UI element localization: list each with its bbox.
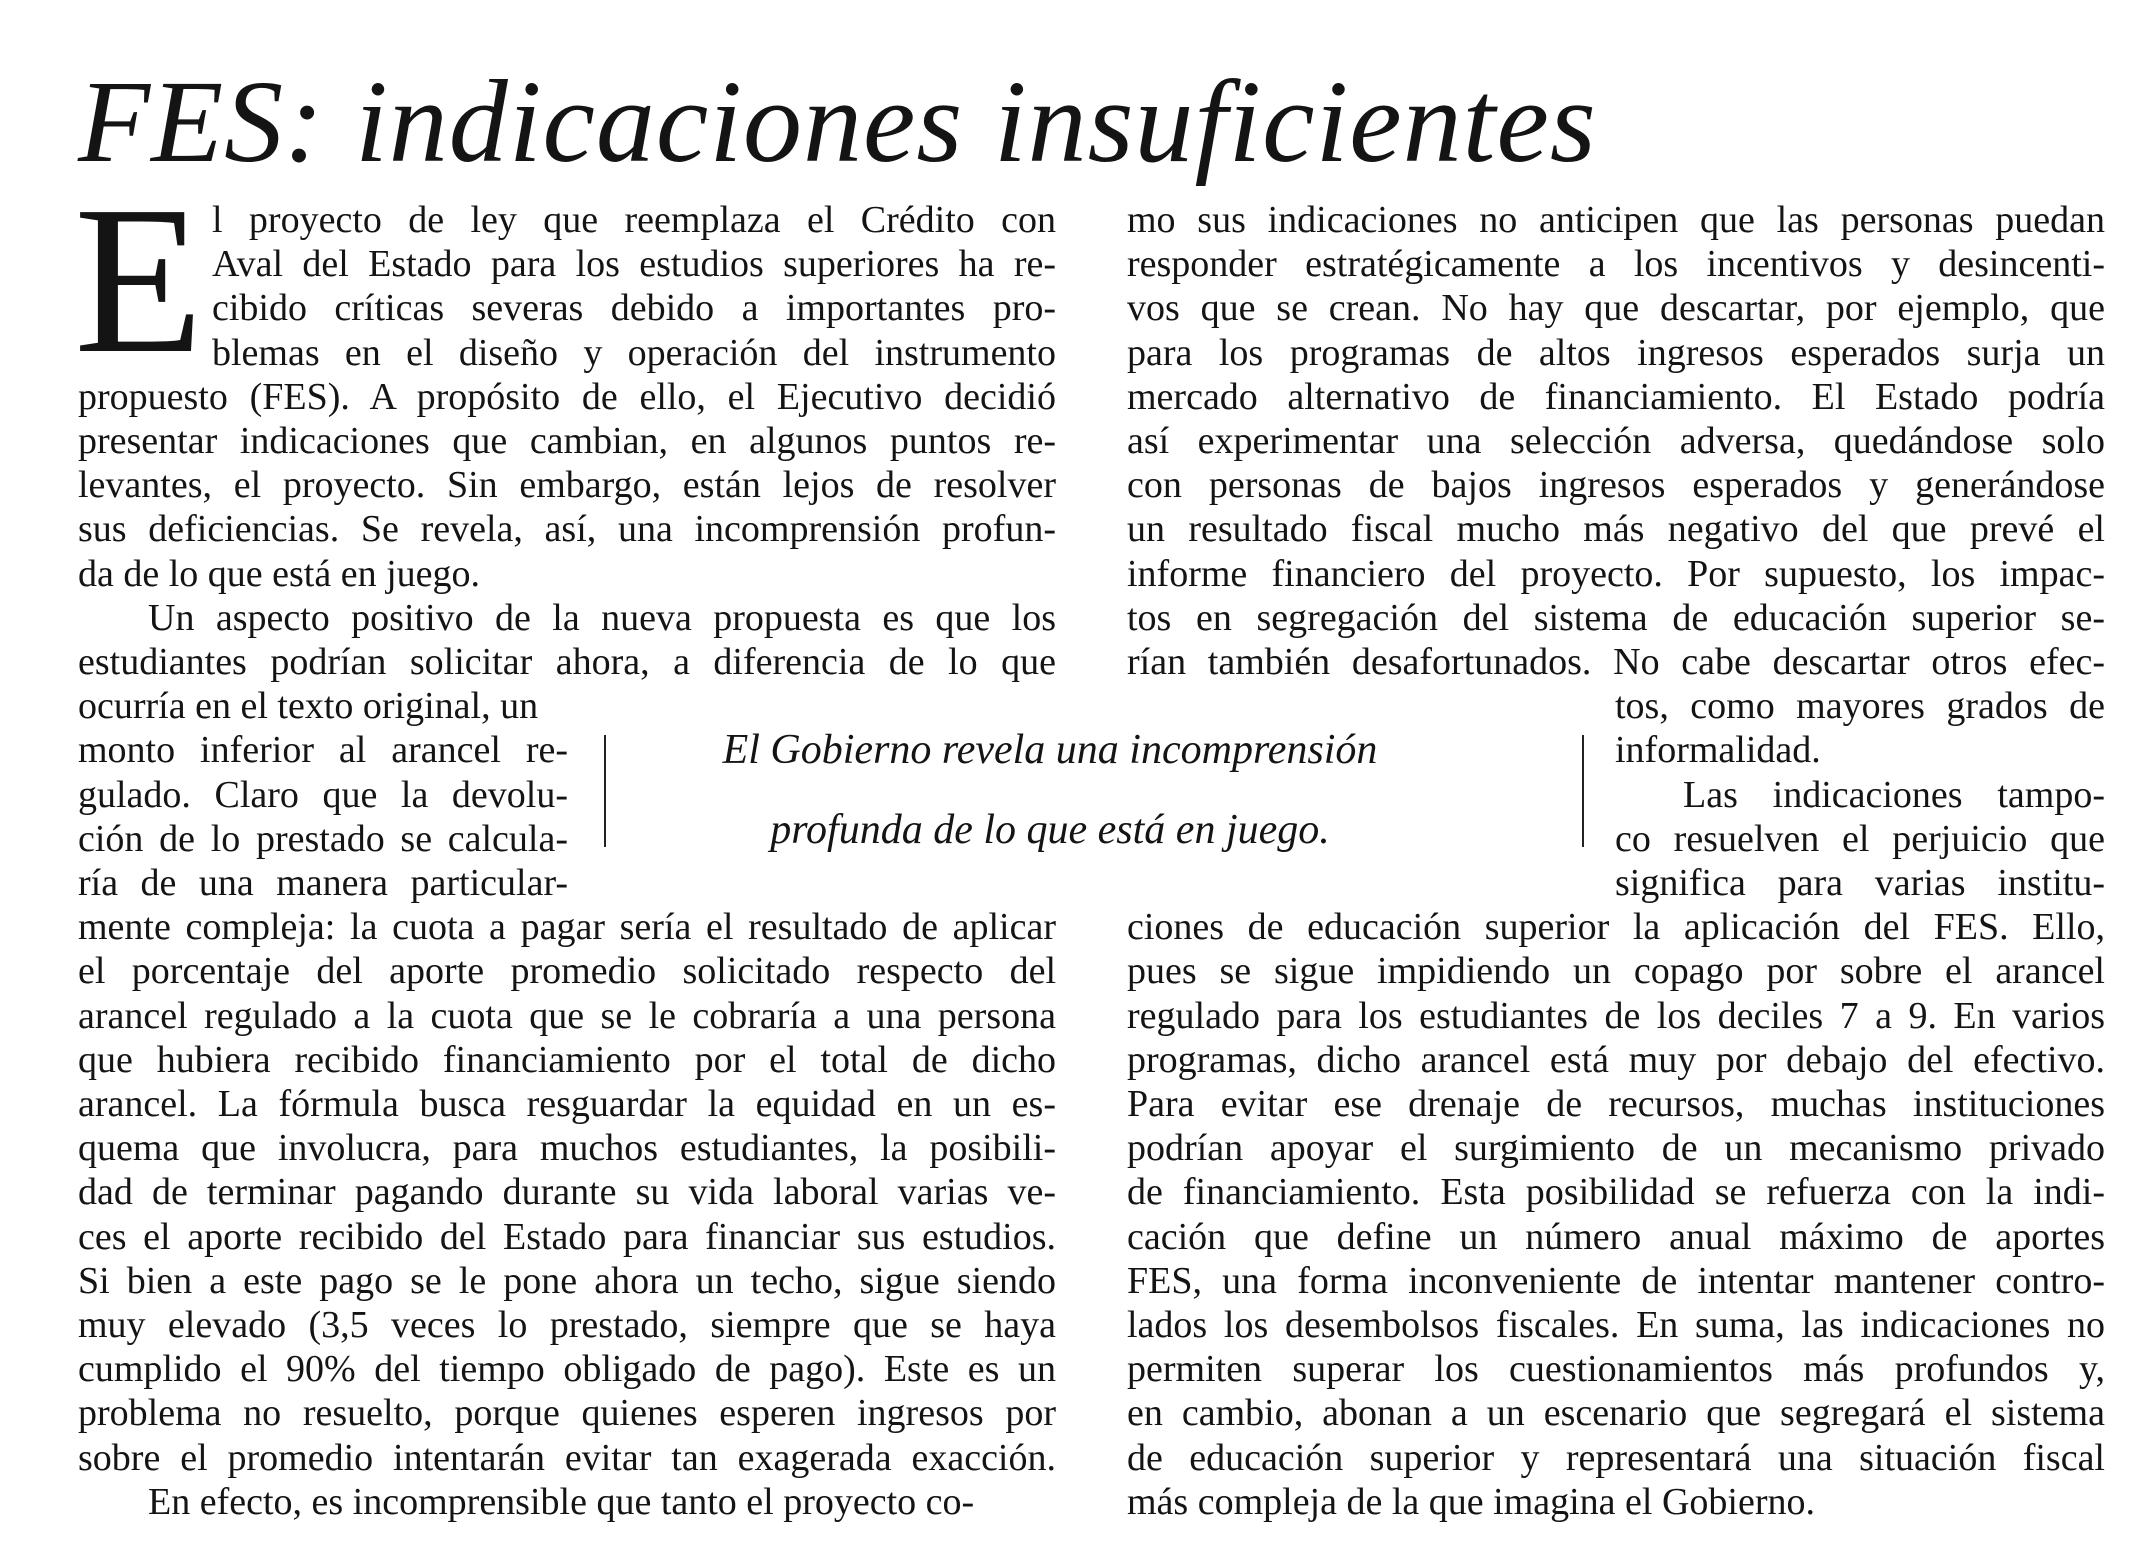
col1-line: Aval del Estado para los estudios superiores ha re- [212,243,1056,286]
col1-line: muy elevado (3,5 veces lo prestado, siempre que se haya [78,1304,1056,1346]
col1-line: arancel regulado a la cuota que se le cobraría a una persona [78,994,1056,1037]
pull-quote-line-2: profunda de lo que está en juego. [770,807,1330,853]
col1-line: presentar indicaciones que cambian, en algunos puntos re- [78,420,1056,462]
col1-line: quema que involucra, para muchos estudiantes, la posibili- [78,1127,1056,1170]
col1-line: Un aspecto positivo de la nueva propuesta es que los [148,596,1056,639]
col2-line: ciones de educación superior la aplicación del FES. Ello, [1127,906,2105,949]
col1-line: ría de una manera particular- [78,862,568,904]
col2-line: un resultado fiscal mucho más negativo del que prevé el [1127,508,2105,551]
col1-line: mente compleja: la cuota a pagar sería el resultado de aplicar [78,906,1056,949]
col1-line: gulado. Claro que la devolu- [78,773,568,816]
col2-line: co resuelven el perjuicio que [1615,817,2105,860]
col2-line: podrían apoyar el surgimiento de un mecanismo privado [1127,1127,2105,1170]
col1-line: ocurría en el texto original, un [78,685,539,728]
col2-line: pues se sigue impidiendo un copago por sobre el arancel [1127,950,2105,993]
col2-line: más compleja de la que imagina el Gobierno. [1127,1480,1815,1523]
pull-quote-line-1: El Gobierno revela una incomprensión [722,727,1378,773]
col2-line: de educación superior y representará una situación fiscal [1127,1436,2105,1479]
col1-line: propuesto (FES). A propósito de ello, el Ejecutivo decidió [78,375,1056,418]
pull-quote-left-rule [604,735,606,847]
col1-line: cumplido el 90% del tiempo obligado de pago). Este es un [78,1348,1056,1391]
col2-line: permiten superar los cuestionamientos más profundos y, [1127,1348,2105,1391]
col2-line: con personas de bajos ingresos esperados y generándose [1127,464,2105,507]
col1-line: Si bien a este pago se le pone ahora un techo, sigue siendo [78,1259,1056,1302]
col1-line: ción de lo prestado se calcula- [78,817,568,860]
col2-line: en cambio, abonan a un escenario que segregará el sistema [1127,1392,2105,1435]
col2-line: significa para varias institu- [1615,862,2105,904]
col2-line: regulado para los estudiantes de los deciles 7 a 9. En varios [1127,994,2105,1037]
col1-line: cibido críticas severas debido a importantes pro- [212,287,1056,330]
col2-line: responder estratégicamente a los incentivos y desincenti- [1127,243,2105,286]
col2-line: tos, como mayores grados de [1615,685,2105,728]
col1-line: el porcentaje del aporte promedio solicitado respecto del [78,950,1056,993]
col2-line: de financiamiento. Esta posibilidad se refuerza con la indi- [1127,1171,2105,1214]
col2-line: cación que define un número anual máximo de aportes [1127,1215,2105,1258]
col1-line: blemas en el diseño y operación del instrumento [212,331,1056,374]
col1-line: estudiantes podrían solicitar ahora, a diferencia de lo que [78,641,1056,683]
col2-line: para los programas de altos ingresos esperados surja un [1127,331,2105,374]
col2-line: Las indicaciones tampo- [1683,773,2105,816]
col2-line: informe financiero del proyecto. Por supuesto, los impac- [1127,552,2105,595]
headline: FES: indicaciones insuficientes [78,56,1597,187]
pull-quote-right-rule [1582,735,1584,847]
col2-line: lados los desembolsos fiscales. En suma, las indicaciones no [1127,1304,2105,1346]
col1-line: En efecto, es incomprensible que tanto el proyecto co- [148,1480,975,1523]
col2-line: vos que se crean. No hay que descartar, por ejemplo, que [1127,287,2105,330]
col2-line: así experimentar una selección adversa, quedándose solo [1127,420,2105,462]
col1-line: dad de terminar pagando durante su vida laboral varias ve- [78,1171,1056,1214]
col2-line: FES, una forma inconveniente de intentar mantener contro- [1127,1259,2105,1302]
col1-line: sobre el promedio intentarán evitar tan exagerada exacción. [78,1436,1056,1479]
col2-line: rían también desafortunados. No cabe descartar otros efec- [1127,641,2105,683]
col1-line: l proyecto de ley que reemplaza el Crédito con [212,199,1056,241]
col2-line: Para evitar ese drenaje de recursos, muchas instituciones [1127,1083,2105,1125]
col1-line: arancel. La fórmula busca resguardar la equidad en un es- [78,1083,1056,1125]
col2-line: programas, dicho arancel está muy por debajo del efectivo. [1127,1038,2105,1081]
col1-line: monto inferior al arancel re- [78,729,568,772]
col1-line: ces el aporte recibido del Estado para financiar sus estudios. [78,1215,1056,1258]
col2-line: mercado alternativo de financiamiento. El Estado podría [1127,375,2105,418]
col2-line: informalidad. [1615,729,1821,772]
col1-line: que hubiera recibido financiamiento por el total de dicho [78,1038,1056,1081]
col1-line: problema no resuelto, porque quienes esperen ingresos por [78,1392,1056,1435]
drop-cap: E [74,162,204,397]
col1-line: levantes, el proyecto. Sin embargo, están lejos de resolver [78,464,1056,507]
col1-line: sus deficiencias. Se revela, así, una incomprensión profun- [78,508,1056,551]
col2-line: tos en segregación del sistema de educación superior se- [1127,596,2105,639]
col1-line: da de lo que está en juego. [78,552,481,595]
col2-line: mo sus indicaciones no anticipen que las personas puedan [1127,199,2105,241]
